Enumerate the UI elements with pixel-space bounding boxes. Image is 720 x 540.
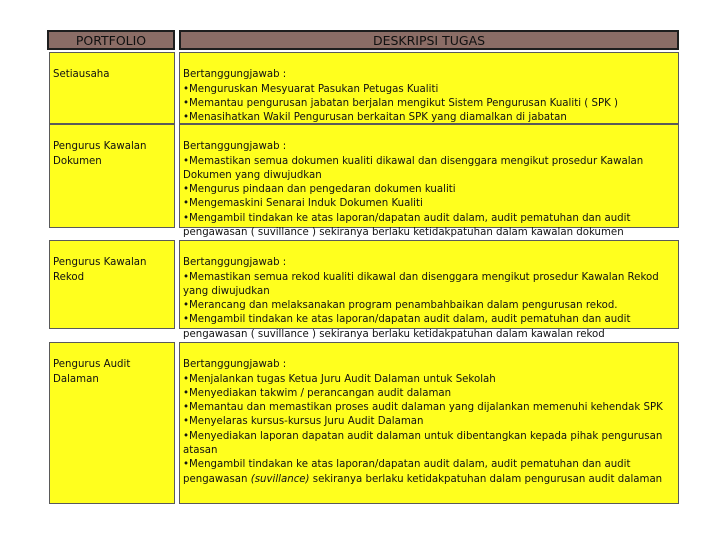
role-cell xyxy=(49,342,175,504)
desc-text: Bertanggungjawab : •Menguruskan Mesyuarat Pasukan Petugas Kualiti •Memantau pengurusan jabatan berjalan mengikut Sistem Pengurusan Kualiti ( SPK ) •Menasihatkan Wakil Pengurusan berkaitan SPK yang diamalkan di jabatan xyxy=(183,69,618,124)
role-label: Pengurus Audit Dalaman xyxy=(53,359,131,385)
header-portfolio-label: PORTFOLIO xyxy=(75,33,147,48)
desc-text-italic: (suvillance) xyxy=(250,473,310,485)
desc-cell xyxy=(179,52,679,124)
desc-cell xyxy=(179,342,679,504)
header-tasks-label: DESKRIPSI TUGAS xyxy=(372,33,486,48)
role-label: Pengurus Kawalan Dokumen xyxy=(53,141,147,167)
header-portfolio xyxy=(47,30,175,50)
desc-text: Bertanggungjawab : •Memastikan semua rekod kualiti dikawal dan disenggara mengikut prosedur Kawalan Rekod yang diwujudkan •Merancang dan melaksanakan program penambahbaikan dalam pengurusan rekod. •Mengambil tindakan ke atas laporan/dapatan audit dalam, audit pematuhan dan audit pengawasan ( suvillance ) sekiranya berlaku ketidakpatuhan dalam kawalan rekod xyxy=(183,257,659,340)
desc-text-tail: sekiranya berlaku ketidakpatuhan dalam pengurusan audit dalaman xyxy=(309,473,663,485)
desc-cell xyxy=(179,124,679,239)
role-cell xyxy=(49,240,175,329)
role-label: Pengurus Kawalan Rekod xyxy=(53,257,147,283)
desc-cell xyxy=(179,240,679,340)
role-cell xyxy=(49,52,175,124)
header-tasks xyxy=(179,30,679,50)
role-label: Setiausaha xyxy=(53,69,110,81)
role-cell xyxy=(49,124,175,228)
desc-text-main: Bertanggungjawab : •Menjalankan tugas Ketua Juru Audit Dalaman untuk Sekolah •Menyediakan takwim / perancangan audit dalaman •Memantau dan memastikan proses audit dalaman yang dijalankan memenuhi kehendak SPK •Menyelaras kursus-kursus Juru Audit Dalaman •Menyediakan laporan dapatan audit dalaman untuk dibentangkan kepada pihak pengurusan atasan •Mengambil tindakan ke atas laporan/dapatan audit dalam, audit pematuhan dan audit pengawasan xyxy=(183,359,663,485)
desc-text: Bertanggungjawab : •Memastikan semua dokumen kualiti dikawal dan disenggara mengikut prosedur Kawalan Dokumen yang diwujudkan •Mengurus pindaan dan pengedaran dokumen kualiti •Mengemaskini Senarai Induk Dokumen Kualiti •Mengambil tindakan ke atas laporan/dapatan audit dalam, audit pematuhan dan audit pengawasan ( suvillance ) sekiranya berlaku ketidakpatuhan dalam kawalan dokumen xyxy=(183,141,644,239)
